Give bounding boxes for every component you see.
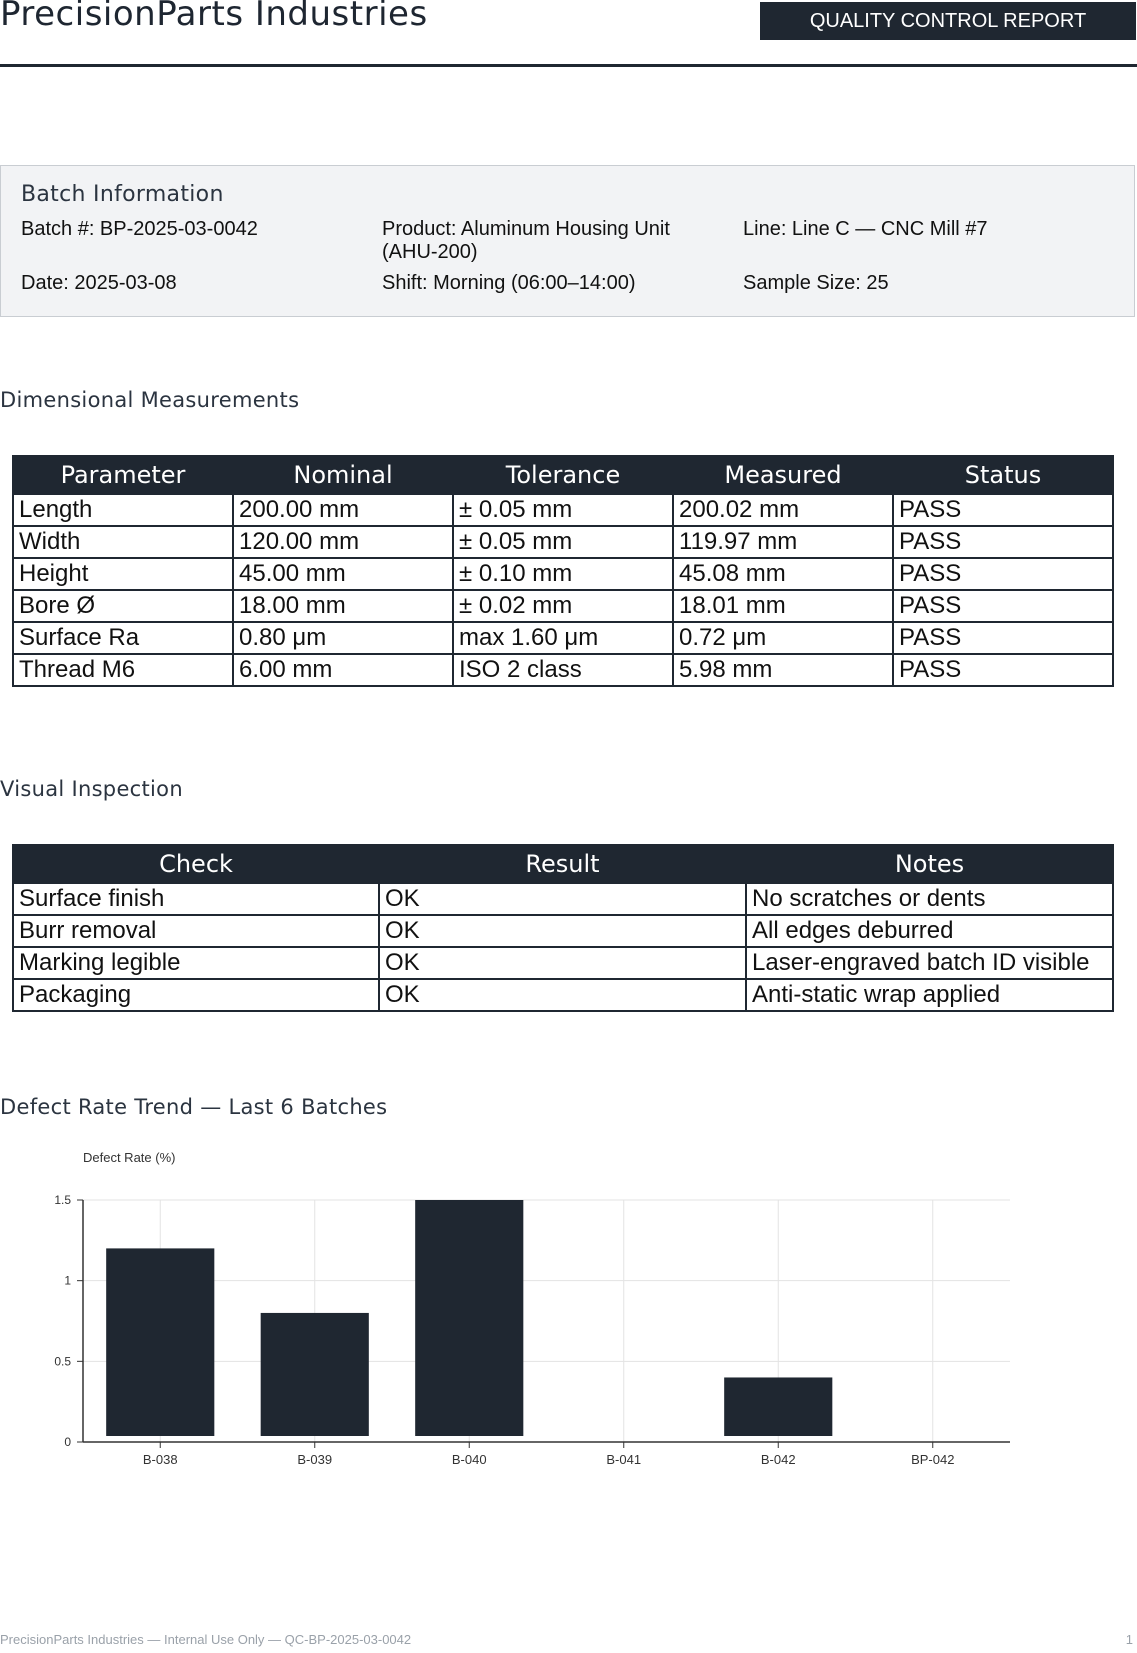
table-cell: ± 0.10 mm: [453, 558, 673, 590]
x-tick-label: B-038: [142, 1452, 178, 1467]
y-tick-label: 1: [64, 1273, 71, 1288]
table-cell: 120.00 mm: [233, 526, 453, 558]
table-header-row: [13, 456, 1113, 494]
table-row: [13, 979, 1113, 1011]
column-header: Tolerance: [453, 456, 673, 494]
x-tick-label: B-042: [760, 1452, 796, 1467]
table-cell: Width: [13, 526, 233, 558]
visual-inspection-table: [12, 844, 1114, 1012]
table-cell: OK: [379, 979, 746, 1011]
table-row: [13, 590, 1113, 622]
table-cell: 6.00 mm: [233, 654, 453, 686]
table-cell: max 1.60 μm: [453, 622, 673, 654]
x-tick-label: B-041: [606, 1452, 642, 1467]
y-tick-label: 0.5: [54, 1354, 71, 1369]
column-header: Parameter: [13, 456, 233, 494]
x-tick-label: B-039: [297, 1452, 333, 1467]
batch-number: Batch #: BP-2025-03-0042: [21, 218, 258, 240]
table-cell: Anti-static wrap applied: [746, 979, 1113, 1011]
table-row: [13, 526, 1113, 558]
page-number: 1: [1125, 1632, 1133, 1647]
status-cell: PASS: [893, 526, 1113, 558]
visual-section-title: Visual Inspection: [0, 777, 183, 801]
table-cell: No scratches or dents: [746, 883, 1113, 915]
table-cell: 200.00 mm: [233, 494, 453, 526]
table-cell: 0.80 μm: [233, 622, 453, 654]
defect-rate-chart: [0, 1140, 1137, 1480]
bar-b-039: [261, 1313, 369, 1436]
production-line: Line: Line C — CNC Mill #7: [743, 218, 988, 240]
table-cell: ISO 2 class: [453, 654, 673, 686]
table-row: [13, 622, 1113, 654]
table-row: [13, 883, 1113, 915]
dimensional-table: [12, 455, 1114, 687]
batch-info-title: Batch Information: [21, 182, 224, 207]
table-cell: 119.97 mm: [673, 526, 893, 558]
table-cell: OK: [379, 947, 746, 979]
y-axis-label: Defect Rate (%): [83, 1150, 176, 1165]
table-row: [13, 654, 1113, 686]
table-cell: 18.00 mm: [233, 590, 453, 622]
bar-b-040: [415, 1200, 523, 1436]
table-cell: 18.01 mm: [673, 590, 893, 622]
table-row: [13, 494, 1113, 526]
table-cell: Surface finish: [13, 883, 379, 915]
table-row: [13, 915, 1113, 947]
dimensional-section-title: Dimensional Measurements: [0, 388, 300, 412]
table-cell: 0.72 μm: [673, 622, 893, 654]
x-tick-label: B-040: [451, 1452, 487, 1467]
status-cell: PASS: [893, 590, 1113, 622]
y-tick-label: 0: [64, 1435, 71, 1449]
table-cell: 5.98 mm: [673, 654, 893, 686]
table-cell: Thread M6: [13, 654, 233, 686]
table-cell: OK: [379, 883, 746, 915]
status-cell: PASS: [893, 622, 1113, 654]
report-title-badge: [760, 2, 1136, 40]
footer-text: PrecisionParts Industries — Internal Use Only — QC-BP-2025-03-0042: [0, 1632, 412, 1647]
x-tick-label: BP-042: [911, 1452, 955, 1467]
trend-section-title: Defect Rate Trend — Last 6 Batches: [0, 1095, 388, 1119]
table-cell: ± 0.02 mm: [453, 590, 673, 622]
column-header: Check: [13, 845, 379, 883]
table-cell: All edges deburred: [746, 915, 1113, 947]
column-header: Notes: [746, 845, 1113, 883]
column-header: Nominal: [233, 456, 453, 494]
table-cell: Burr removal: [13, 915, 379, 947]
table-cell: Marking legible: [13, 947, 379, 979]
status-cell: PASS: [893, 494, 1113, 526]
sample-size: Sample Size: 25: [743, 272, 889, 294]
status-cell: PASS: [893, 654, 1113, 686]
column-header: Result: [379, 845, 746, 883]
y-tick-label: 1.5: [54, 1193, 71, 1207]
table-row: [13, 947, 1113, 979]
table-cell: 45.00 mm: [233, 558, 453, 590]
header-divider: [0, 64, 1137, 67]
table-cell: ± 0.05 mm: [453, 494, 673, 526]
company-name: PrecisionParts Industries: [0, 0, 428, 34]
status-cell: PASS: [893, 558, 1113, 590]
column-header: Status: [893, 456, 1113, 494]
table-cell: Length: [13, 494, 233, 526]
table-cell: Laser-engraved batch ID visible: [746, 947, 1113, 979]
table-cell: Bore Ø: [13, 590, 233, 622]
bar-b-038: [106, 1248, 214, 1436]
table-cell: OK: [379, 915, 746, 947]
table-cell: ± 0.05 mm: [453, 526, 673, 558]
table-header-row: [13, 845, 1113, 883]
table-cell: 200.02 mm: [673, 494, 893, 526]
report-title: QUALITY CONTROL REPORT: [809, 9, 1087, 32]
table-row: [13, 558, 1113, 590]
batch-info-panel: [0, 165, 1135, 317]
column-header: Measured: [673, 456, 893, 494]
product-name: Product: Aluminum Housing Unit (AHU-200): [382, 218, 670, 263]
bar-b-042: [724, 1377, 832, 1436]
batch-date: Date: 2025-03-08: [21, 272, 177, 294]
table-cell: Height: [13, 558, 233, 590]
table-cell: 45.08 mm: [673, 558, 893, 590]
shift: Shift: Morning (06:00–14:00): [382, 272, 636, 294]
table-cell: Surface Ra: [13, 622, 233, 654]
table-cell: Packaging: [13, 979, 379, 1011]
